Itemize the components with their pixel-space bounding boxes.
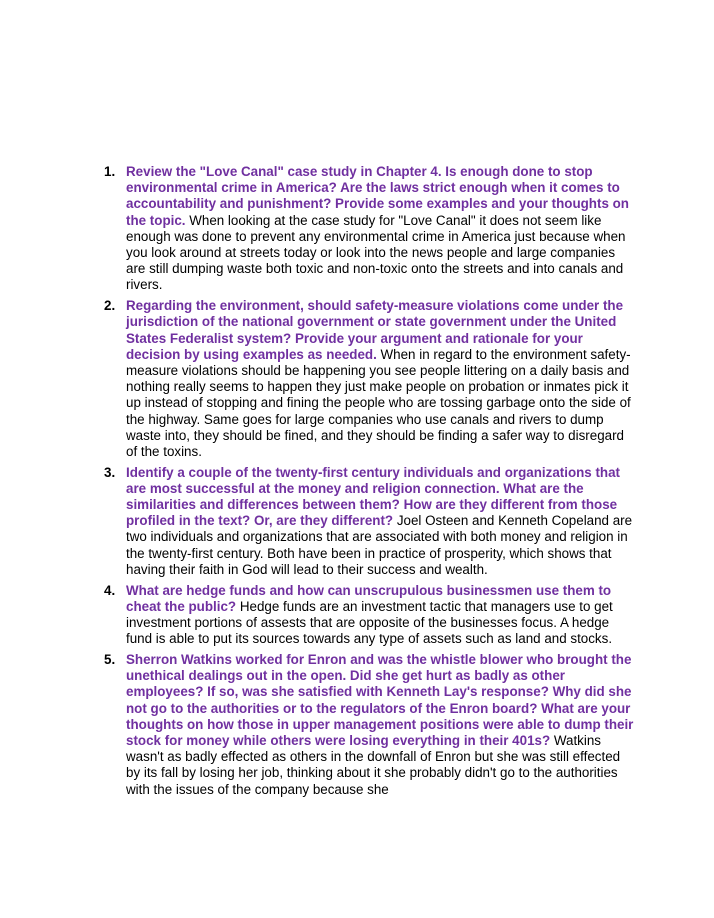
list-item [104,583,636,648]
item-number: 4. [104,582,116,598]
question-text: Identify a couple of the twenty-first century individuals and organizations that are most successful at the money and religion connection. What are the similarities and differences between them? How are they different from those profiled in the text? Or, are they different? [126,464,621,529]
item-number: 3. [104,464,116,480]
answer-text: When looking at the case study for "Love Canal" it does not seem like enough was done to prevent any environmental crime in America just because when you look around at streets today or look into the news people and large companies are still dumping waste both toxic and non-toxic onto the streets and into canals and rivers. [126,212,626,293]
question-text: Review the "Love Canal" case study in Chapter 4. Is enough done to stop environmental crime in America? Are the laws strict enough when it comes to accountability and punishment? Provide some examples and your thoughts on the topic. [126,164,629,228]
list-item [104,465,636,578]
item-number: 5. [104,651,116,667]
answer-text: Joel Osteen and Kenneth Copeland are two individuals and organizations that are associated with both money and religion in the twenty-first century. Both have been in practice of prosperity, which shows that having their faith in God will lead to their success and wealth. [126,513,633,577]
list-item [104,298,636,460]
answer-text: When in regard to the environment safety-measure violations should be happening you see people littering on a daily basis and nothing really seems to happen they just make people on probation or inmates pick it up instead of stopping and fining the people who are tossing garbage onto the side of the highway. Same goes for large companies who use canals and rivers to dump waste into, they should be fined, and they should be finding a safer way to disregard of the toxins. [126,346,631,459]
answer-text: Hedge funds are an investment tactic that managers use to get investment portions of assests that are opposite of the businesses focus. A hedge fund is able to put its sources towards any type of assets such as land and stocks. [126,598,613,647]
item-number: 1. [104,164,116,179]
answer-text: Watkins wasn't as badly effected as others in the downfall of Enron but she was still effected by its fall by losing her job, thinking about it she probably didn't go to the authorities with the issues of the company because she [126,732,621,797]
item-number: 2. [104,298,116,314]
question-text: Sherron Watkins worked for Enron and was the whistle blower who brought the unethical dealings out in the open. Did she get hurt as badly as other employees? If so, was she satisfied with Kenneth Lay's response? Why did she not go to the authorities or to the regulators of the Enron board? What are your thoughts on how those in upper management positions were able to dump their stock for money while others were losing everything in their 401s? [126,651,634,748]
list-item [104,164,636,294]
question-list [104,164,636,802]
list-item [104,652,636,798]
question-text: What are hedge funds and how can unscrupulous businessmen use them to cheat the public? [126,582,612,614]
question-text: Regarding the environment, should safety-measure violations come under the jurisdiction of the national government or state government under the United States Federalist system? Provide your argument and rationale for your decision by using examples as needed. [126,298,624,362]
